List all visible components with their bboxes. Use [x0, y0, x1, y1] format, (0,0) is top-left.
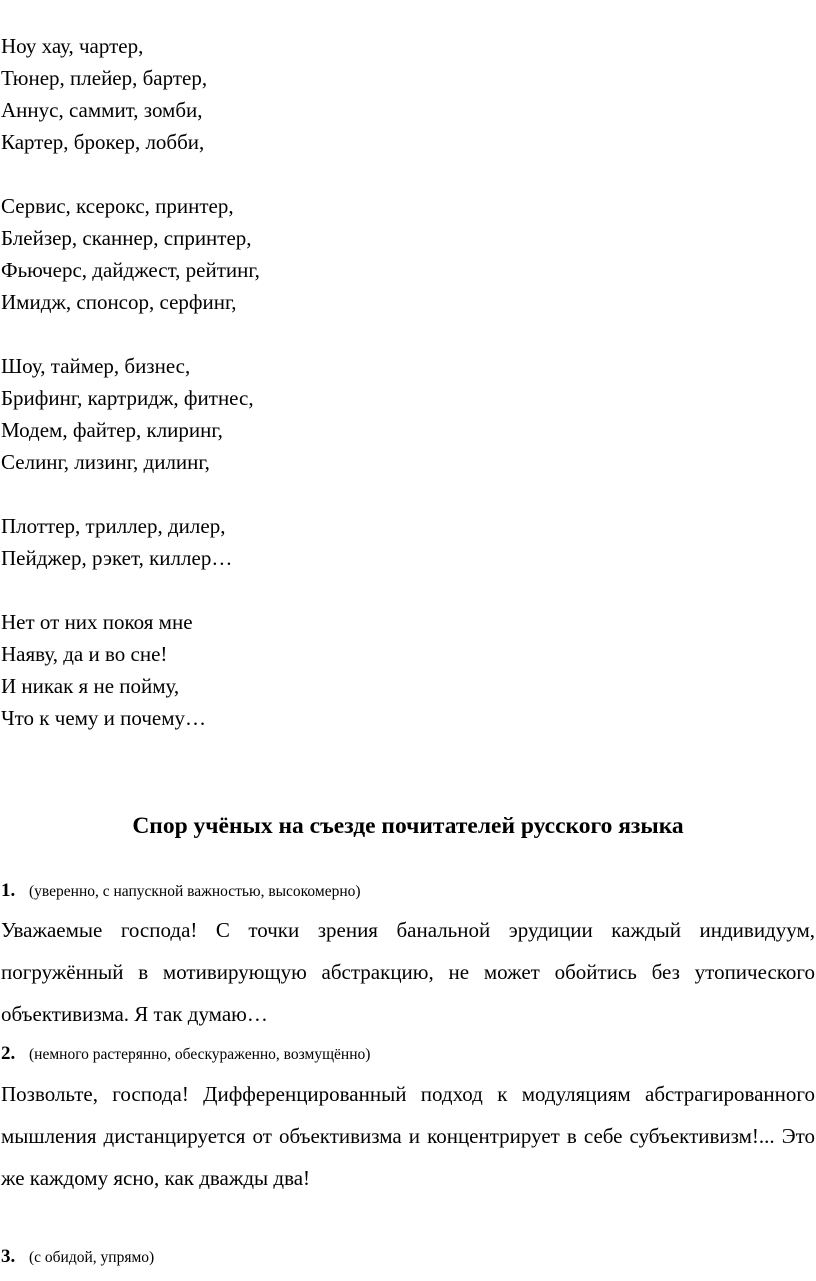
poem-line: Наяву, да и во сне! [1, 642, 168, 666]
poem-line: И никак я не пойму, [1, 674, 180, 698]
poem-line: Картер, брокер, лобби, [1, 130, 205, 154]
poem-line: Модем, файтер, клиринг, [1, 418, 223, 442]
poem-line: Сервис, ксерокс, принтер, [1, 194, 234, 218]
speech-remark: (немного растерянно, обескураженно, возмущённо) [29, 1046, 371, 1063]
poem-line: Селинг, лизинг, дилинг, [1, 450, 210, 474]
poem-line: Плоттер, триллер, дилер, [1, 514, 226, 538]
speech-number: 2. [1, 1043, 16, 1064]
poem-line: Имидж, спонсор, серфинг, [1, 290, 237, 314]
poem-line: Что к чему и почему… [1, 706, 207, 730]
speech-number: 1. [1, 880, 16, 901]
section-title: Спор учёных на съезде почитателей русского языка [132, 813, 684, 839]
poem-stanza-4 [1, 510, 601, 574]
poem [1, 30, 601, 766]
speech-text-1: Уважаемые господа! С точки зрения банальной эрудиции каждый индивидуум, погружённый в мотивирующую абстракцию, не может обойтись без утопического объективизма. Я так думаю… [1, 918, 815, 1026]
poem-line: Ноу хау, чартер, [1, 34, 144, 58]
speech-remark: (уверенно, с напускной важностью, высокомерно) [29, 883, 361, 900]
speech-number: 3. [1, 1246, 16, 1267]
poem-line: Пейджер, рэкет, киллер… [1, 546, 233, 570]
poem-line: Фьючерс, дайджест, рейтинг, [1, 258, 260, 282]
speech-heading-1 [1, 879, 361, 904]
poem-line: Блейзер, сканнер, спринтер, [1, 226, 252, 250]
poem-line: Аннус, саммит, зомби, [1, 98, 203, 122]
poem-stanza-3 [1, 350, 601, 478]
poem-stanza-2 [1, 190, 601, 318]
poem-stanza-1 [1, 30, 601, 158]
speech-remark: (с обидой, упрямо) [29, 1249, 155, 1266]
poem-stanza-5 [1, 606, 601, 734]
speech-text-2: Позвольте, господа! Дифференцированный подход к модуляциям абстрагированного мышления дистанцируется от объективизма и концентрирует в себе субъективизм!... Это же каждому ясно, как дважды два! [1, 1082, 815, 1190]
speech-heading-2 [1, 1042, 370, 1067]
poem-line: Брифинг, картридж, фитнес, [1, 386, 254, 410]
poem-line: Нет от них покоя мне [1, 610, 193, 634]
speech-heading-3 [1, 1245, 154, 1270]
poem-line: Тюнер, плейер, бартер, [1, 66, 208, 90]
poem-line: Шоу, таймер, бизнес, [1, 354, 191, 378]
